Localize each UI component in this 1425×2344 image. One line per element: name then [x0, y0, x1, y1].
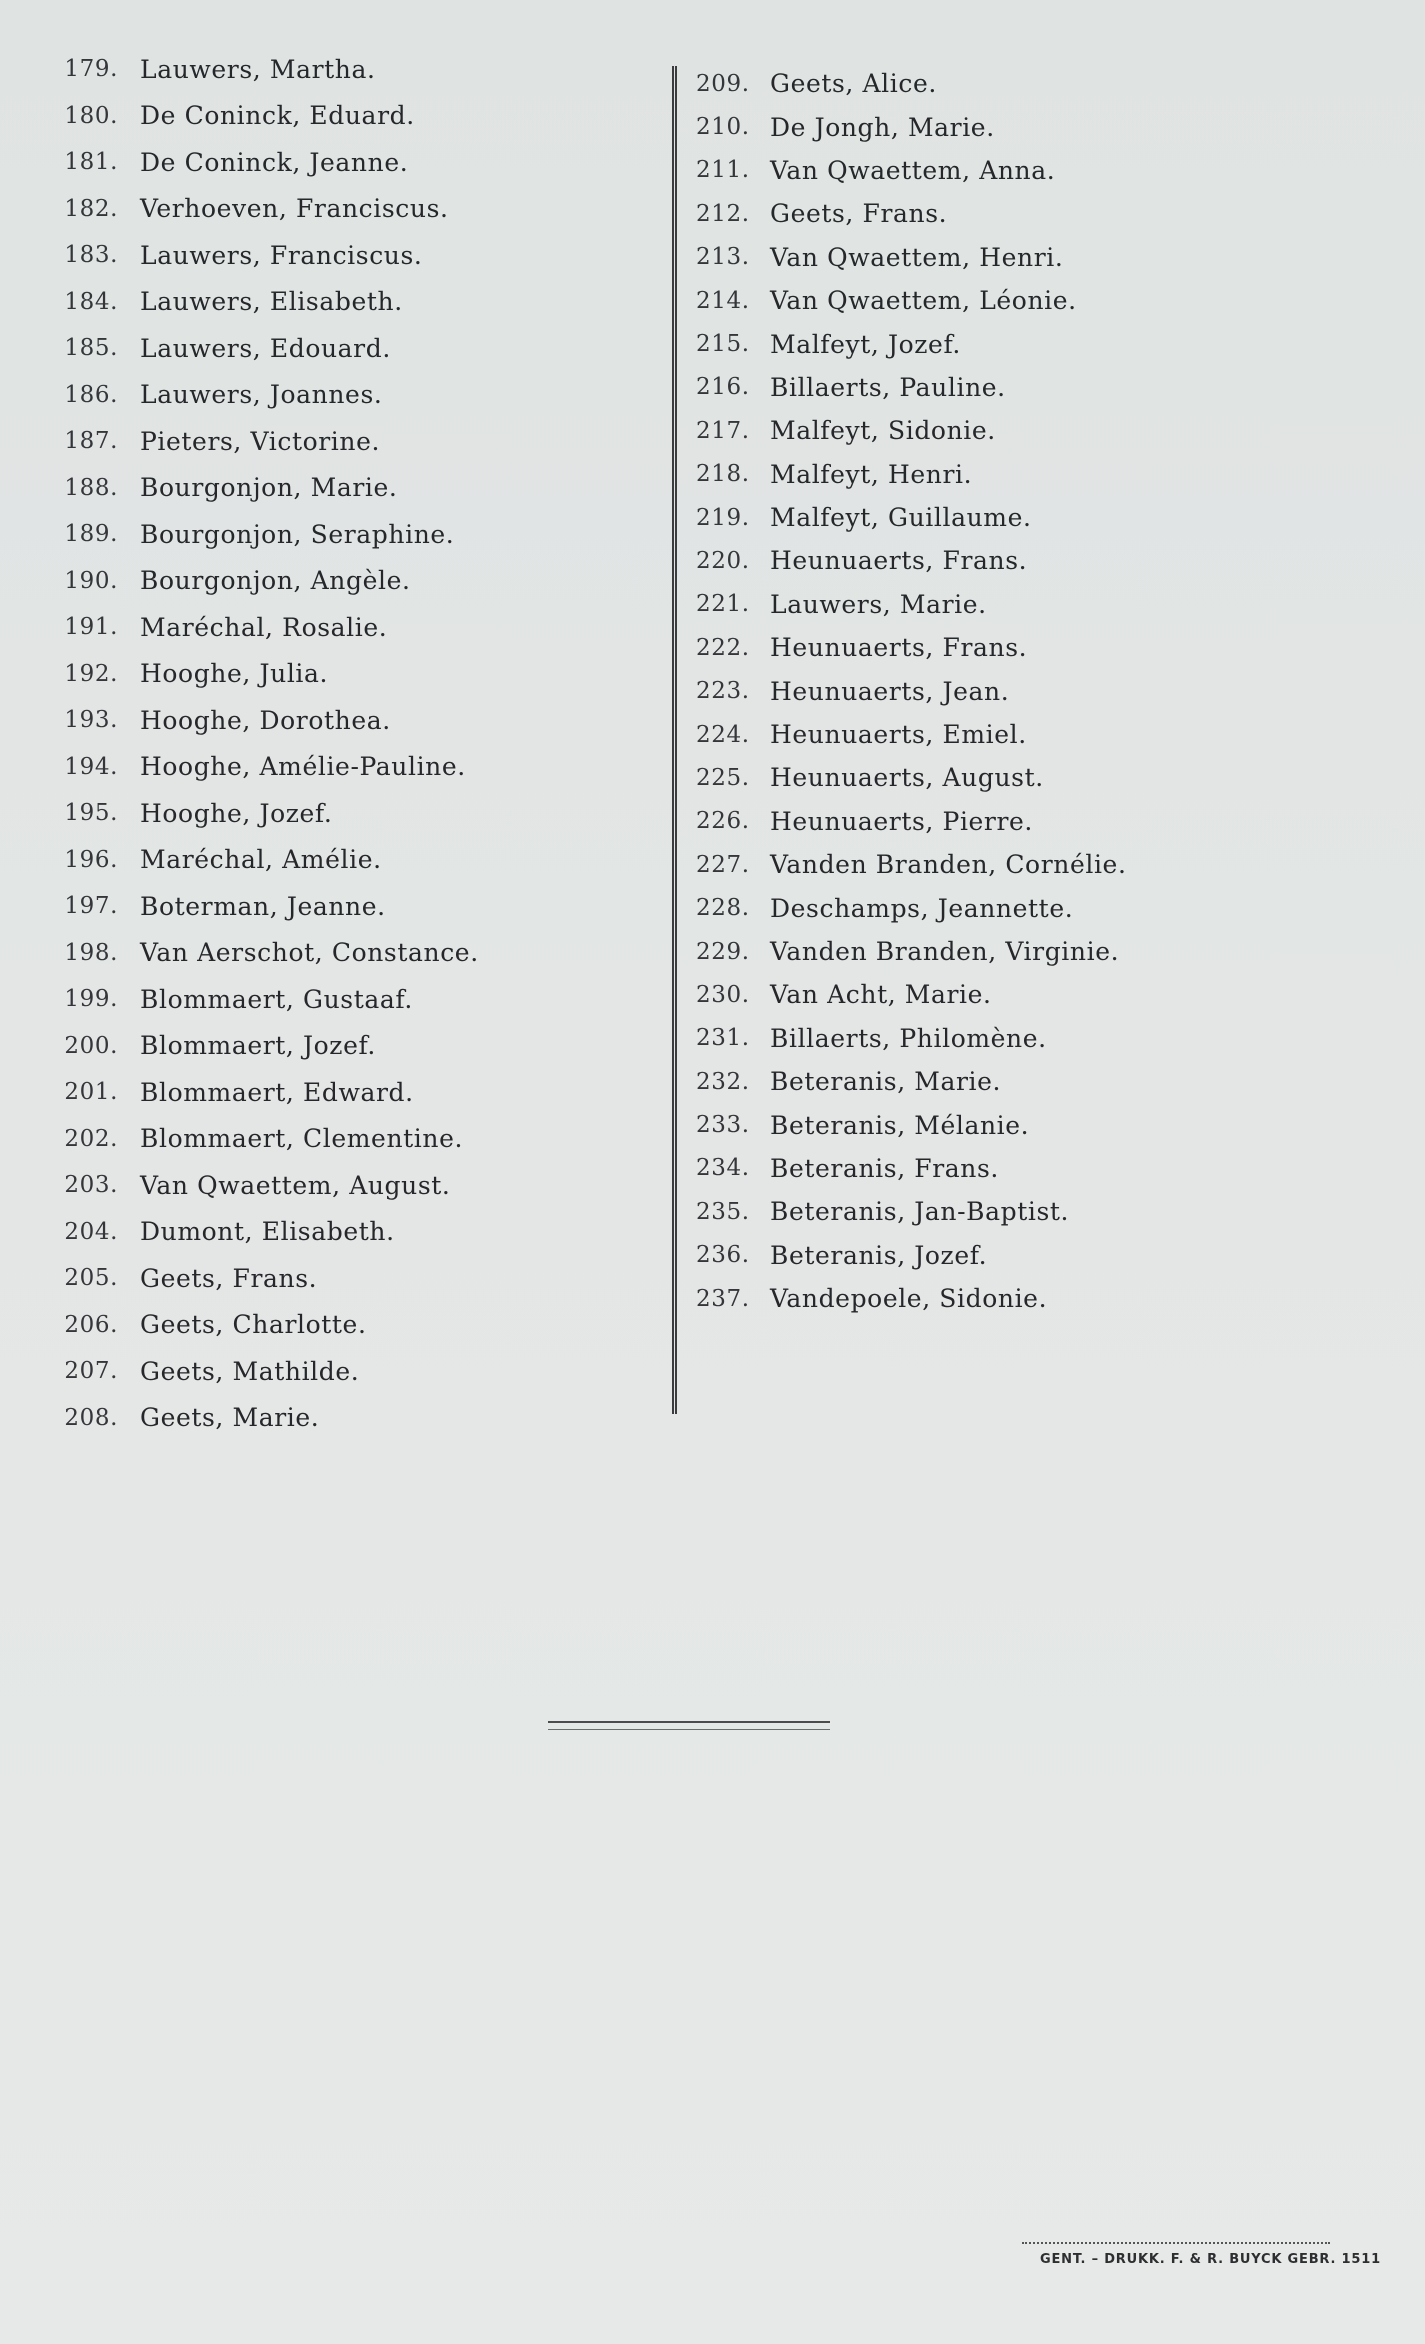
entry-number: 208.	[64, 1404, 118, 1431]
list-entry	[696, 149, 1376, 192]
entry-name: Beteranis, Jan-Baptist.	[770, 1197, 1070, 1227]
entry-name: Hooghe, Julia.	[140, 659, 329, 689]
entry-number: 193.	[64, 707, 118, 734]
entry-name: De Jongh, Marie.	[770, 112, 995, 142]
list-entry	[40, 139, 660, 186]
entry-name: Van Aerschot, Constance.	[140, 938, 479, 968]
printer-imprint: GENT. – DRUKK. F. & R. BUYCK GEBR. 1511	[1040, 2252, 1381, 2267]
list-entry	[696, 843, 1376, 886]
entry-number: 204.	[64, 1218, 118, 1245]
entry-name: Van Qwaettem, August.	[140, 1170, 451, 1200]
list-entry	[696, 366, 1376, 409]
list-entry	[40, 46, 660, 93]
entry-name: Lauwers, Marie.	[770, 589, 987, 619]
entry-number: 210.	[696, 114, 750, 141]
list-entry	[696, 1234, 1376, 1277]
entry-number: 180.	[64, 102, 118, 129]
list-entry	[696, 800, 1376, 843]
list-entry	[40, 651, 660, 698]
entry-name: Blommaert, Gustaaf.	[140, 984, 413, 1014]
entry-number: 232.	[696, 1068, 750, 1095]
entry-number: 227.	[696, 851, 750, 878]
list-entry	[40, 697, 660, 744]
list-entry	[696, 496, 1376, 539]
entry-name: Van Qwaettem, Anna.	[770, 155, 1056, 185]
entry-number: 181.	[64, 149, 118, 176]
entry-number: 218.	[696, 461, 750, 488]
entry-number: 226.	[696, 808, 750, 835]
entry-name: Beteranis, Mélanie.	[770, 1110, 1030, 1140]
list-entry	[40, 930, 660, 977]
entry-name: Beteranis, Frans.	[770, 1153, 999, 1183]
entry-number: 230.	[696, 981, 750, 1008]
entry-number: 196.	[64, 846, 118, 873]
entry-name: Billaerts, Pauline.	[770, 372, 1006, 402]
list-entry	[696, 1147, 1376, 1190]
entry-name: Lauwers, Edouard.	[140, 333, 391, 363]
entry-number: 183.	[64, 242, 118, 269]
list-entry	[40, 744, 660, 791]
entry-number: 237.	[696, 1285, 750, 1312]
entry-name: De Coninck, Jeanne.	[140, 147, 409, 177]
list-entry	[40, 1348, 660, 1395]
entry-number: 220.	[696, 547, 750, 574]
list-entry	[40, 1162, 660, 1209]
entry-number: 223.	[696, 678, 750, 705]
entry-number: 190.	[64, 567, 118, 594]
list-entry	[40, 1255, 660, 1302]
printer-dotted-rule	[1022, 2242, 1330, 2244]
list-entry	[696, 1060, 1376, 1103]
entry-number: 214.	[696, 287, 750, 314]
list-entry	[40, 558, 660, 605]
list-entry	[40, 186, 660, 233]
entry-name: Heunuaerts, August.	[770, 763, 1044, 793]
entry-number: 201.	[64, 1079, 118, 1106]
entry-number: 224.	[696, 721, 750, 748]
list-entry	[696, 669, 1376, 712]
entry-number: 233.	[696, 1112, 750, 1139]
list-entry	[40, 232, 660, 279]
entry-name: Heunuaerts, Jean.	[770, 676, 1010, 706]
list-entry	[696, 756, 1376, 799]
list-entry	[40, 837, 660, 884]
entry-name: Van Qwaettem, Henri.	[770, 242, 1064, 272]
entry-number: 211.	[696, 157, 750, 184]
entry-name: Heunuaerts, Frans.	[770, 546, 1028, 576]
entry-number: 229.	[696, 938, 750, 965]
entry-number: 221.	[696, 591, 750, 618]
entry-name: Verhoeven, Franciscus.	[140, 194, 449, 224]
entry-number: 179.	[64, 56, 118, 83]
entry-number: 188.	[64, 474, 118, 501]
entry-number: 235.	[696, 1198, 750, 1225]
column-divider-double-rule	[672, 66, 677, 1414]
entry-name: Maréchal, Rosalie.	[140, 612, 388, 642]
list-entry	[696, 539, 1376, 582]
entry-number: 228.	[696, 895, 750, 922]
entry-number: 206.	[64, 1311, 118, 1338]
list-entry	[40, 511, 660, 558]
entry-number: 197.	[64, 893, 118, 920]
list-entry	[40, 279, 660, 326]
list-entry	[40, 1395, 660, 1442]
entry-number: 195.	[64, 800, 118, 827]
list-entry	[40, 883, 660, 930]
entry-name: Hooghe, Dorothea.	[140, 705, 391, 735]
entry-name: Blommaert, Edward.	[140, 1077, 414, 1107]
list-entry	[40, 465, 660, 512]
entry-name: Lauwers, Joannes.	[140, 380, 383, 410]
entry-number: 198.	[64, 939, 118, 966]
list-entry	[696, 279, 1376, 322]
list-entry	[40, 372, 660, 419]
entry-name: Geets, Alice.	[770, 69, 937, 99]
entry-number: 216.	[696, 374, 750, 401]
list-entry	[696, 1190, 1376, 1233]
list-entry	[696, 930, 1376, 973]
entry-number: 202.	[64, 1125, 118, 1152]
list-entry	[40, 418, 660, 465]
entry-name: Vanden Branden, Virginie.	[770, 937, 1120, 966]
list-entry	[696, 1017, 1376, 1060]
entry-number: 182.	[64, 195, 118, 222]
entry-name: Boterman, Jeanne.	[140, 891, 386, 921]
entry-name: Deschamps, Jeannette.	[770, 893, 1074, 923]
entry-number: 191.	[64, 614, 118, 641]
list-entry	[696, 322, 1376, 365]
entry-name: Malfeyt, Guillaume.	[770, 503, 1032, 533]
list-entry	[40, 1116, 660, 1163]
entry-name: Heunuaerts, Frans.	[770, 633, 1028, 663]
entry-number: 205.	[64, 1265, 118, 1292]
entry-name: Billaerts, Philomène.	[770, 1023, 1047, 1053]
entry-number: 187.	[64, 428, 118, 455]
entry-number: 200.	[64, 1032, 118, 1059]
entry-name: Blommaert, Clementine.	[140, 1124, 464, 1154]
entry-name: Malfeyt, Henri.	[770, 459, 973, 489]
entry-name: Bourgonjon, Seraphine.	[140, 519, 455, 549]
list-entry	[696, 105, 1376, 148]
entry-name: Lauwers, Elisabeth.	[140, 287, 403, 317]
entry-number: 209.	[696, 70, 750, 97]
entry-name: Beteranis, Marie.	[770, 1067, 1002, 1097]
list-entry	[696, 453, 1376, 496]
list-entry	[696, 1277, 1376, 1320]
entry-number: 217.	[696, 417, 750, 444]
entry-number: 184.	[64, 288, 118, 315]
entry-number: 234.	[696, 1155, 750, 1182]
list-entry	[40, 325, 660, 372]
entry-name: Bourgonjon, Marie.	[140, 473, 398, 503]
list-entry	[696, 1103, 1376, 1146]
entry-number: 192.	[64, 660, 118, 687]
entry-name: Bourgonjon, Angèle.	[140, 566, 411, 596]
name-list-right-column	[696, 62, 1376, 1320]
entry-name: Geets, Frans.	[140, 1263, 318, 1293]
entry-name: Geets, Charlotte.	[140, 1310, 367, 1340]
list-entry	[40, 790, 660, 837]
entry-number: 212.	[696, 200, 750, 227]
list-entry	[696, 62, 1376, 105]
entry-number: 189.	[64, 521, 118, 548]
entry-number: 203.	[64, 1172, 118, 1199]
list-entry	[696, 192, 1376, 235]
entry-name: Vandepoele, Sidonie.	[770, 1284, 1048, 1314]
entry-name: Geets, Mathilde.	[140, 1356, 360, 1386]
list-entry	[696, 626, 1376, 669]
list-entry	[40, 604, 660, 651]
list-entry	[696, 886, 1376, 929]
entry-number: 222.	[696, 634, 750, 661]
entry-number: 236.	[696, 1242, 750, 1269]
entry-number: 215.	[696, 331, 750, 358]
entry-name: Van Acht, Marie.	[770, 980, 992, 1010]
entry-number: 194.	[64, 753, 118, 780]
entry-number: 213.	[696, 244, 750, 271]
list-entry	[696, 973, 1376, 1016]
list-entry	[40, 1069, 660, 1116]
entry-number: 199.	[64, 986, 118, 1013]
entry-name: Maréchal, Amélie.	[140, 845, 382, 875]
entry-number: 219.	[696, 504, 750, 531]
entry-name: Van Qwaettem, Léonie.	[770, 286, 1077, 316]
entry-number: 186.	[64, 381, 118, 408]
entry-name: Hooghe, Jozef.	[140, 798, 333, 828]
name-list-left-column	[40, 46, 660, 1441]
entry-name: Geets, Marie.	[140, 1403, 320, 1433]
entry-name: Heunuaerts, Pierre.	[770, 806, 1033, 836]
list-entry	[696, 583, 1376, 626]
list-entry	[40, 93, 660, 140]
entry-name: Beteranis, Jozef.	[770, 1240, 988, 1270]
entry-name: Malfeyt, Sidonie.	[770, 416, 996, 446]
list-entry	[40, 976, 660, 1023]
list-entry	[696, 713, 1376, 756]
entry-name: Malfeyt, Jozef.	[770, 329, 961, 359]
list-entry	[696, 409, 1376, 452]
entry-name: Lauwers, Martha.	[140, 54, 376, 84]
list-entry	[40, 1023, 660, 1070]
entry-name: Heunuaerts, Emiel.	[770, 720, 1027, 750]
entry-name: Hooghe, Amélie-Pauline.	[140, 752, 466, 782]
entry-name: Vanden Branden, Cornélie.	[770, 850, 1127, 880]
entry-number: 207.	[64, 1358, 118, 1385]
entry-number: 231.	[696, 1025, 750, 1052]
entry-name: Blommaert, Jozef.	[140, 1031, 376, 1061]
entry-number: 185.	[64, 335, 118, 362]
list-entry	[40, 1302, 660, 1349]
entry-name: Lauwers, Franciscus.	[140, 240, 423, 270]
entry-name: Geets, Frans.	[770, 199, 948, 229]
entry-name: Pieters, Victorine.	[140, 426, 381, 456]
entry-number: 225.	[696, 764, 750, 791]
entry-name: Dumont, Elisabeth.	[140, 1217, 395, 1247]
closing-ornament-rule	[548, 1721, 830, 1730]
entry-name: De Coninck, Eduard.	[140, 101, 415, 131]
list-entry	[696, 236, 1376, 279]
list-entry	[40, 1209, 660, 1256]
